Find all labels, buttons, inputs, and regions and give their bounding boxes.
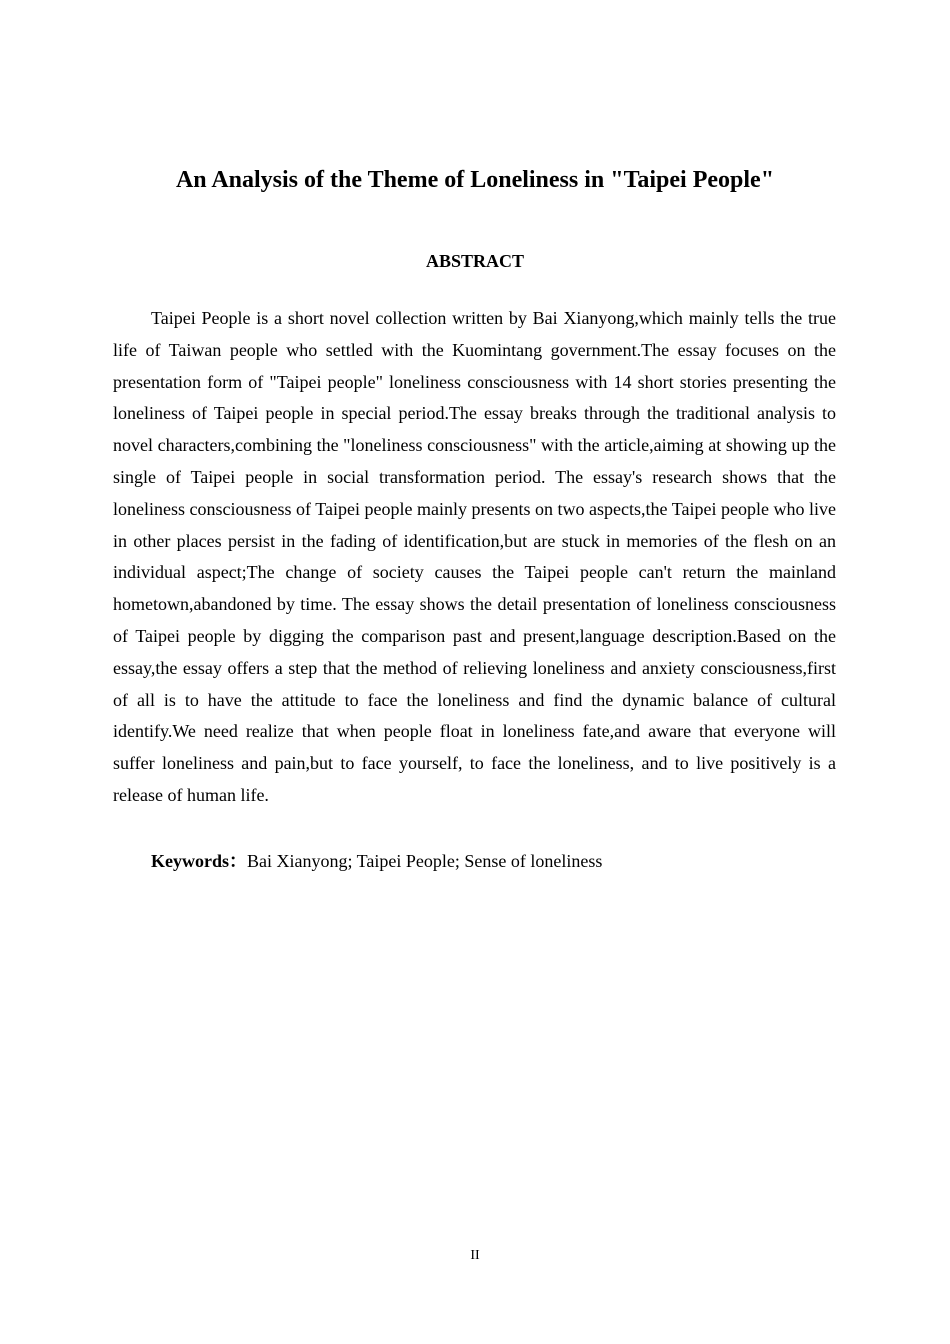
page-number: II (470, 1248, 480, 1263)
document-title: An Analysis of the Theme of Loneliness in "Taipei People" (175, 167, 775, 193)
abstract-heading: ABSTRACT (425, 251, 525, 271)
abstract-body: Taipei People is a short novel collection written by Bai Xianyong,which mainly tells the true life of Taiwan people who settled with the Kuomintang government.The essay focuses on the presentation form of "Taipei people" loneliness consciousness with 14 short stories presenting the loneliness of Taipei people in special period.The essay breaks through the traditional analysis to novel characters,combining the "loneliness consciousness" with the article,aiming at showing up the single of Taipei people in social transformation period. The essay's research shows that the loneliness consciousness of Taipei people mainly presents on two aspects,the Taipei people who live in other places persist in the fading of identification,but are stuck in memories of the flesh on an individual aspect;The change of society causes the Taipei people can't return the mainland hometown,abandoned by time. The essay shows the detail presentation of loneliness consciousness of Taipei people by digging the comparison past and present,language description.Based on the essay,the essay offers a step that the method of relieving loneliness and anxiety consciousness,first of all is to have the attitude to face the loneliness and find the dynamic balance of cultural identify.We need realize that when people float in loneliness fate,and aware that everyone will suffer loneliness and pain,but to face yourself, to face the loneliness, and to live positively is a release of human life. (113, 308, 836, 805)
keywords-label: Keywords： (151, 851, 247, 871)
keywords-line (151, 847, 851, 875)
keywords-value: Bai Xianyong; Taipei People; Sense of loneliness (247, 851, 603, 871)
